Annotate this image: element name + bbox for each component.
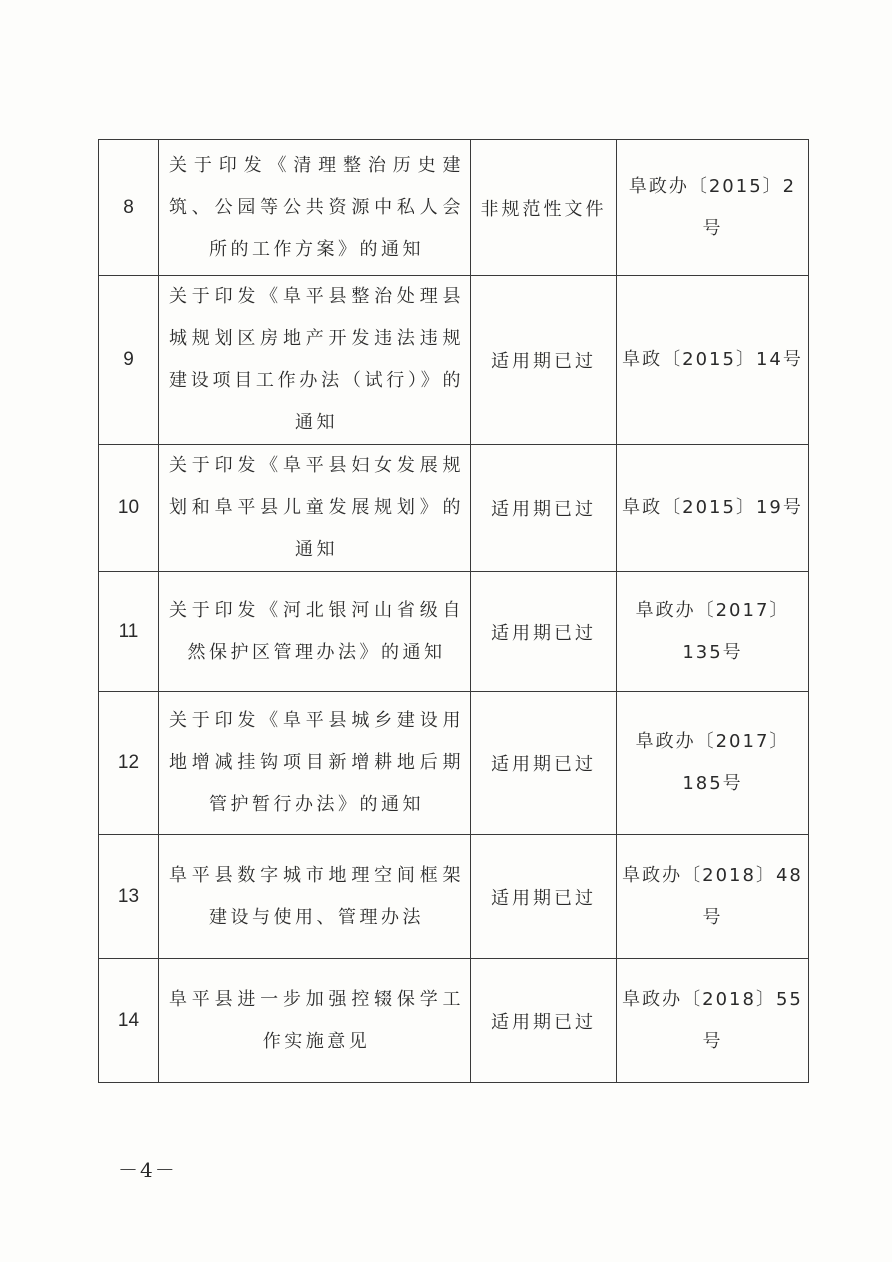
page-number: －4－: [118, 1158, 177, 1182]
document-number: 阜政办〔2015〕2号: [617, 140, 809, 276]
abolish-reason: 适用期已过: [471, 276, 617, 445]
document-title: 关于印发《河北银河山省级自然保护区管理办法》的通知: [159, 572, 471, 692]
abolish-reason: 非规范性文件: [471, 140, 617, 276]
document-title: 关于印发《阜平县城乡建设用地增减挂钩项目新增耕地后期管护暂行办法》的通知: [159, 692, 471, 835]
document-title: 关于印发《清理整治历史建筑、公园等公共资源中私人会所的工作方案》的通知: [159, 140, 471, 276]
abolish-reason: 适用期已过: [471, 572, 617, 692]
table-row: [99, 692, 809, 835]
row-number: 11: [99, 572, 159, 692]
table-row: [99, 959, 809, 1083]
row-number: 9: [99, 276, 159, 445]
document-number: 阜政〔2015〕19号: [617, 445, 809, 572]
document-number: 阜政办〔2018〕48号: [617, 835, 809, 959]
document-number: 阜政〔2015〕14号: [617, 276, 809, 445]
table-row: [99, 140, 809, 276]
table-row: [99, 572, 809, 692]
row-number: 14: [99, 959, 159, 1083]
table-row: [99, 445, 809, 572]
document-number: 阜政办〔2017〕185号: [617, 692, 809, 835]
abolish-reason: 适用期已过: [471, 835, 617, 959]
abolish-reason: 适用期已过: [471, 959, 617, 1083]
document-number: 阜政办〔2017〕135号: [617, 572, 809, 692]
document-title: 关于印发《阜平县整治处理县城规划区房地产开发违法违规建设项目工作办法（试行）》的通知: [159, 276, 471, 445]
row-number: 8: [99, 140, 159, 276]
document-title: 阜平县数字城市地理空间框架建设与使用、管理办法: [159, 835, 471, 959]
row-number: 10: [99, 445, 159, 572]
row-number: 13: [99, 835, 159, 959]
document-title: 阜平县进一步加强控辍保学工作实施意见: [159, 959, 471, 1083]
abolish-reason: 适用期已过: [471, 445, 617, 572]
table-row: [99, 835, 809, 959]
table-row: [99, 276, 809, 445]
document-number: 阜政办〔2018〕55号: [617, 959, 809, 1083]
abolish-reason: 适用期已过: [471, 692, 617, 835]
document-title: 关于印发《阜平县妇女发展规划和阜平县儿童发展规划》的通知: [159, 445, 471, 572]
abolished-documents-table: [98, 139, 809, 1083]
row-number: 12: [99, 692, 159, 835]
